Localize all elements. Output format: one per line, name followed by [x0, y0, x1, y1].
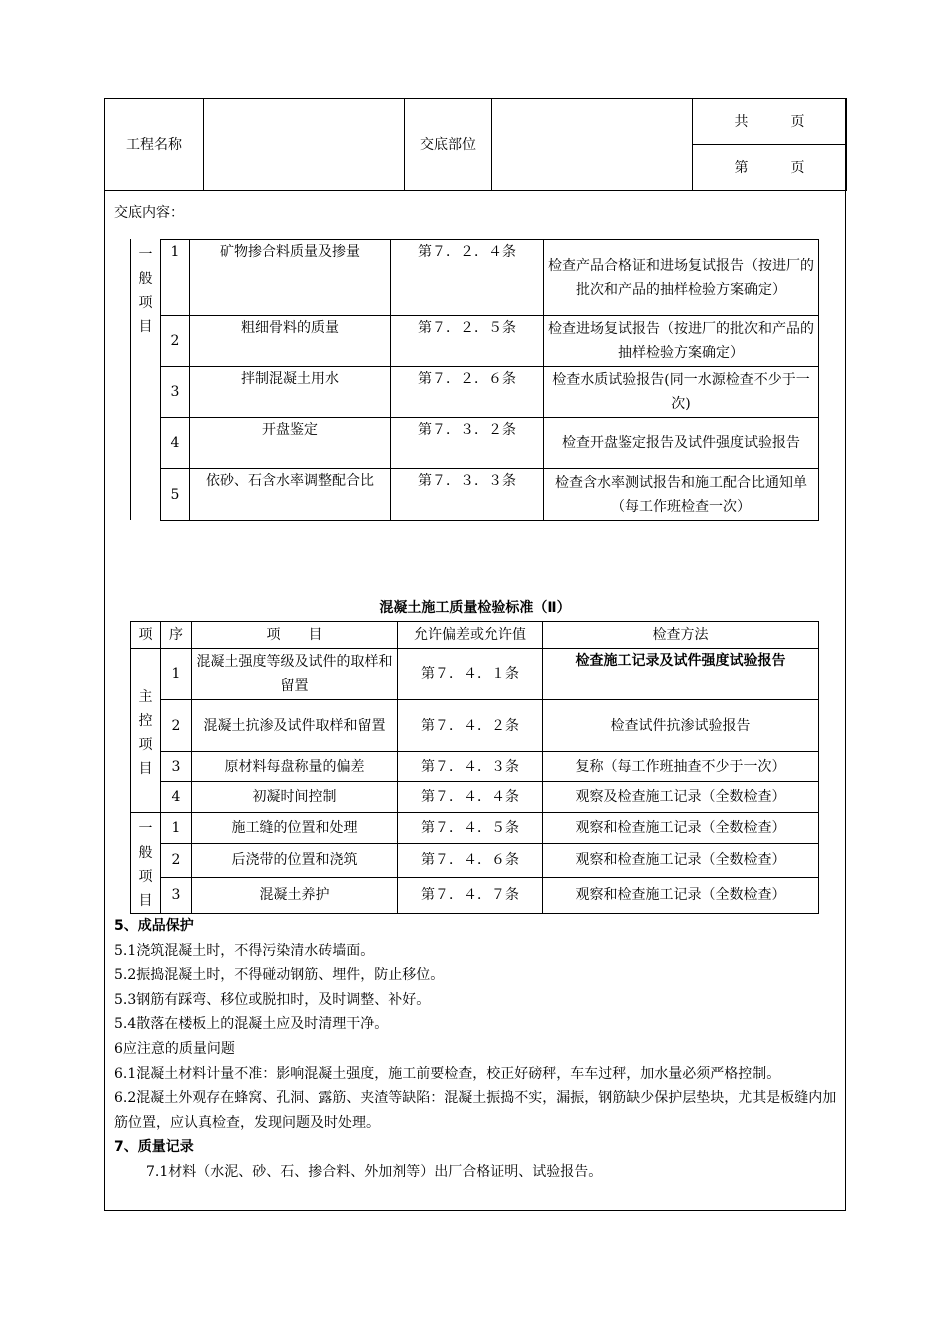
table-row: 5 依砂、石含水率调整配合比 第７．３．３条 检查含水率测试报告和施工配合比通知单（每工作班检查一次）	[161, 469, 819, 521]
section-7-title: 7、质量记录	[114, 1139, 194, 1156]
body-text	[114, 914, 838, 1185]
table1-group-label: 一 般 项 目	[138, 247, 153, 335]
table-row: 4 开盘鉴定 第７．３．２条 检查开盘鉴定报告及试件强度试验报告	[161, 418, 819, 469]
total-pages: 共 页	[693, 99, 847, 145]
section-5-3: 5.3钢筋有踩弯、移位或脱扣时，及时调整、补好。	[114, 991, 431, 1008]
table-header-row: 项 序 项 目 允许偏差或允许值 检查方法	[131, 622, 819, 649]
section-6-title: 6应注意的质量问题	[114, 1040, 235, 1057]
general-items-label: 一 般 项 目	[131, 813, 161, 914]
section-7-1: 7.1材料（水泥、砂、石、掺合料、外加剂等）出厂合格证明、试验报告。	[146, 1163, 603, 1180]
header-table	[104, 98, 847, 191]
table-row: 主 控 项 目 1 混凝土强度等级及试件的取样和留置 第７．４．１条 检查施工记录及试件强度试验报告	[131, 649, 819, 700]
project-name-value	[204, 99, 405, 191]
section-6-1: 6.1混凝土材料计量不准：影响混凝土强度，施工前要检查，校正好磅秤，车车过秤，加水量必须严格控制。	[114, 1065, 781, 1082]
part-label: 交底部位	[405, 99, 492, 191]
table-row: 一 般 项 目 1 施工缝的位置和处理 第７．４．５条 观察和检查施工记录（全数检查）	[131, 813, 819, 844]
table-row: 2 粗细骨料的质量 第７．２．５条 检查进场复试报告（按进厂的批次和产品的抽样检验方案确定）	[161, 316, 819, 367]
part-value	[492, 99, 693, 191]
table-row: 3 混凝土养护 第７．４．７条 观察和检查施工记录（全数检查）	[131, 877, 819, 913]
table-row: 2 混凝土抗渗及试件取样和留置 第７．４．２条 检查试件抗渗试验报告	[131, 700, 819, 752]
section-5-2: 5.2振捣混凝土时，不得碰动钢筋、埋件，防止移位。	[114, 967, 445, 984]
table-row: 3 拌制混凝土用水 第７．２．６条 检查水质试验报告(同一水源检查不少于一次)	[161, 367, 819, 418]
table2	[130, 621, 819, 914]
table-row: 4 初凝时间控制 第７．４．４条 观察及检查施工记录（全数检查）	[131, 782, 819, 813]
section-6-2: 6.2混凝土外观存在蜂窝、孔洞、露筋、夹渣等缺陷：混凝土振捣不实，漏振，钢筋缺少保护层垫块，尤其是板缝内加筋位置，应认真检查，发现问题及时处理。	[114, 1090, 837, 1131]
table2-title: 混凝土施工质量检验标准（Ⅱ）	[379, 600, 571, 616]
table1	[160, 239, 819, 521]
table-row: 2 后浇带的位置和浇筑 第７．４．６条 观察和检查施工记录（全数检查）	[131, 844, 819, 877]
table-row: 3 原材料每盘称量的偏差 第７．４．３条 复称（每工作班抽查不少于一次）	[131, 752, 819, 782]
table1-group-cell	[130, 239, 160, 520]
content-label: 交底内容：	[114, 205, 184, 221]
project-name-label: 工程名称	[105, 99, 204, 191]
section-5-4: 5.4散落在楼板上的混凝土应及时清理干净。	[114, 1016, 389, 1033]
page-number: 第 页	[693, 145, 847, 191]
table-row: 1 矿物掺合料质量及掺量 第７．２．４条 检查产品合格证和进场复试报告（按进厂的批次和产品的抽样检验方案确定）	[161, 240, 819, 316]
section-5-1: 5.1浇筑混凝土时，不得污染清水砖墙面。	[114, 942, 375, 959]
section-5-title: 5、成品保护	[114, 918, 194, 934]
main-items-label: 主 控 项 目	[131, 649, 161, 813]
